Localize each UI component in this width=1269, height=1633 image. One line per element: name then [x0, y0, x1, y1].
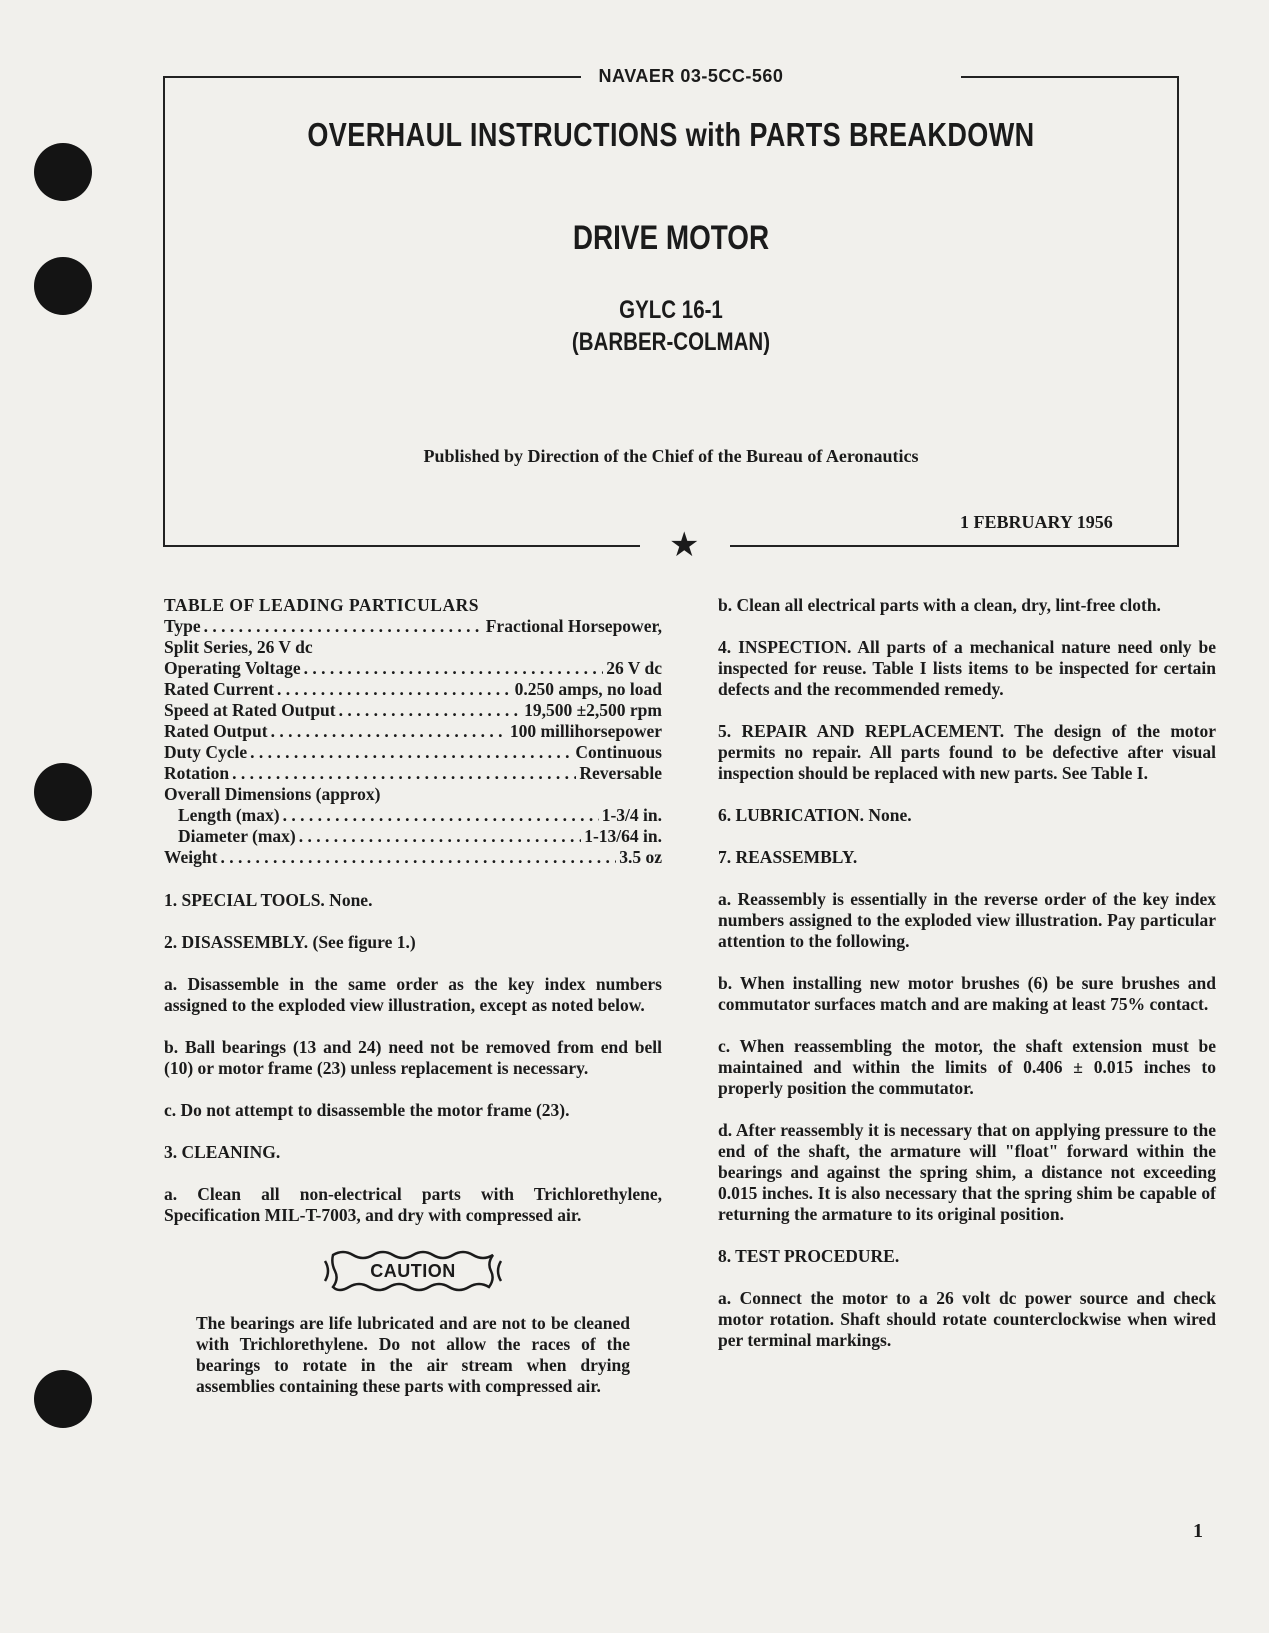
particular-row: Speed at Rated Output . . . 19,500 ±2,500 rpm: [164, 700, 662, 721]
paragraph: b. Ball bearings (13 and 24) need not be removed from end bell (10) or motor frame (23) unless replacement is necessary.: [164, 1037, 662, 1078]
star-icon: ★: [669, 525, 700, 565]
caution-label: CAUTION: [370, 1261, 456, 1281]
paragraph: b. When installing new motor brushes (6) be sure brushes and commutator surfaces match and are making at least 75% contact.: [718, 973, 1216, 1014]
paragraph: c. Do not attempt to disassemble the motor frame (23).: [164, 1100, 570, 1120]
section-inspection: 4. INSPECTION. All parts of a mechanical nature need only be inspected for reuse. Table I lists items to be inspected for certain defects and the recommended remedy.: [718, 637, 1216, 699]
binder-hole: [34, 143, 92, 201]
document-subject: DRIVE MOTOR: [572, 219, 770, 257]
publisher-line: Published by Direction of the Chief of the Bureau of Aeronautics: [423, 446, 919, 466]
paragraph: b. Clean all electrical parts with a clean, dry, lint-free cloth.: [718, 595, 1161, 615]
section-repair: 5. REPAIR AND REPLACEMENT. The design of the motor permits no repair. All parts found to be defective after visual inspection should be replaced with new parts. See Table I.: [718, 721, 1216, 783]
section-reassembly: 7. REASSEMBLY.: [718, 847, 858, 867]
binder-hole: [34, 763, 92, 821]
particular-row: Type . . . Fractional Horsepower,: [164, 616, 662, 637]
paragraph: a. Clean all non-electrical parts with Trichlorethylene, Specification MIL-T-7003, and dry with compressed air.: [164, 1184, 662, 1225]
dimensions-heading: Overall Dimensions (approx): [164, 784, 381, 804]
caution-text: The bearings are life lubricated and are not to be cleaned with Trichlorethylene. Do not allow the races of the bearings to rotate in the air stream when drying assemblies containing these parts with compressed air.: [196, 1313, 630, 1396]
particular-row: Diameter (max) . . . 1-13/64 in.: [164, 826, 662, 847]
particulars-title: TABLE OF LEADING PARTICULARS: [164, 595, 479, 615]
paragraph: d. After reassembly it is necessary that on applying pressure to the end of the shaft, the armature will "float" forward within the bearings and against the spring shim, a distance not exceeding 0.015 inches. It is also necessary that the spring shim be capable of returning the armature to its original position.: [718, 1120, 1216, 1224]
particular-continuation: Split Series, 26 V dc: [164, 637, 313, 657]
section-disassembly: 2. DISASSEMBLY. (See figure 1.): [164, 932, 416, 952]
paragraph: c. When reassembling the motor, the shaft extension must be maintained and within the limits of 0.406 ± 0.015 inches to properly position the commutator.: [718, 1036, 1216, 1098]
particular-row: Length (max) . . . 1-3/4 in.: [164, 805, 662, 826]
right-column: [718, 595, 1216, 1372]
paragraph: a. Disassemble in the same order as the key index numbers assigned to the exploded view illustration, except as noted below.: [164, 974, 662, 1015]
section-cleaning: 3. CLEANING.: [164, 1142, 281, 1162]
document-title: OVERHAUL INSTRUCTIONS with PARTS BREAKDOWN: [307, 116, 1035, 153]
left-column: [164, 595, 662, 1397]
particular-row: Rated Output . . . 100 millihorsepower: [164, 721, 662, 742]
manufacturer: (BARBER-COLMAN): [571, 328, 771, 356]
document-number: NAVAER 03-5CC-560: [598, 66, 784, 86]
particular-row: Duty Cycle . . . Continuous: [164, 742, 662, 763]
particular-row: Rated Current . . . 0.250 amps, no load: [164, 679, 662, 700]
particular-row: Weight . . . 3.5 oz: [164, 847, 662, 868]
particular-row: Operating Voltage . . . 26 V dc: [164, 658, 662, 679]
binder-hole: [34, 1370, 92, 1428]
paragraph: a. Connect the motor to a 26 volt dc power source and check motor rotation. Shaft should rotate counterclockwise when wired per terminal markings.: [718, 1288, 1216, 1350]
publication-date: 1 FEBRUARY 1956: [960, 512, 1113, 532]
model-number: GYLC 16-1: [619, 296, 723, 324]
paragraph: a. Reassembly is essentially in the reverse order of the key index numbers assigned to the exploded view illustration. Pay particular attention to the following.: [718, 889, 1216, 951]
section-special-tools: 1. SPECIAL TOOLS. None.: [164, 890, 373, 910]
page-number: 1: [1193, 1520, 1203, 1542]
caution-banner: [319, 1247, 507, 1295]
binder-hole: [34, 257, 92, 315]
section-lubrication: 6. LUBRICATION. None.: [718, 805, 912, 825]
particular-row: Rotation . . . Reversable: [164, 763, 662, 784]
section-test-procedure: 8. TEST PROCEDURE.: [718, 1246, 900, 1266]
